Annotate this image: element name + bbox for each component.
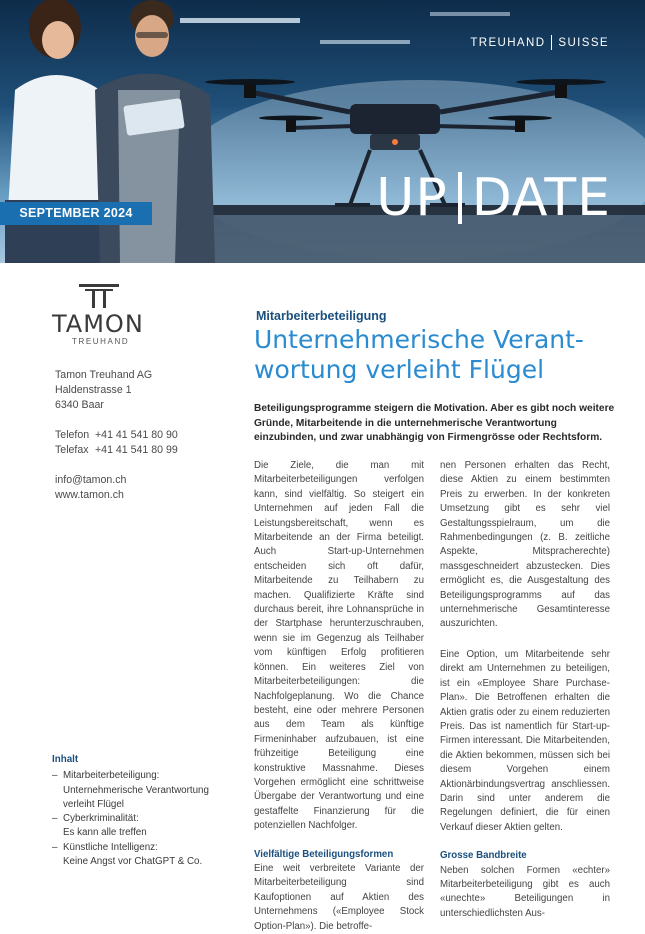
tamon-logo-mark-icon bbox=[79, 284, 119, 308]
table-of-contents bbox=[52, 753, 222, 869]
issue-date: SEPTEMBER 2024 bbox=[0, 202, 152, 225]
contents-item-1-line2: Unternehmerische Verantwortung bbox=[63, 784, 209, 796]
hero-image bbox=[0, 0, 645, 263]
contents-item-2-line2: Es kann alle treffen bbox=[63, 827, 147, 839]
title-divider bbox=[458, 172, 462, 224]
headline-line-1: Unternehmerische Verant- bbox=[254, 325, 584, 354]
brand-right: SUISSE bbox=[558, 36, 609, 49]
fax-label: Telefax bbox=[55, 444, 89, 456]
brand-left: TREUHAND bbox=[470, 36, 546, 49]
article-headline bbox=[254, 325, 614, 385]
contents-item-3-line1: Künstliche Intelligenz: bbox=[63, 841, 158, 853]
brand-separator bbox=[551, 35, 552, 50]
article-lead: Beteiligungsprogramme steigern die Motivation. Aber es gibt noch weitere Gründe, Mitarbeitende in die unternehmerische Verantwortung einzubinden, und zwar unabhängig von Firmengrösse oder Rechtsform. bbox=[254, 403, 615, 444]
contents-item-1[interactable]: – Mitarbeiterbeteiligung: Unternehmerische Verantwortung verleiht Flügel bbox=[52, 769, 222, 812]
fax-number: +41 41 541 80 99 bbox=[95, 444, 178, 456]
address-block bbox=[55, 368, 178, 503]
treuhand-suisse-brand bbox=[470, 35, 609, 50]
headline-line-2: wortung verleiht Flügel bbox=[254, 355, 545, 384]
city: 6340 Baar bbox=[55, 399, 104, 411]
street: Haldenstrasse 1 bbox=[55, 384, 132, 396]
fax-row bbox=[55, 443, 178, 458]
contents-heading: Inhalt bbox=[52, 754, 79, 765]
contents-item-1-line1: Mitarbeiterbeteiligung: bbox=[63, 770, 160, 782]
phone-number[interactable]: +41 41 541 80 90 bbox=[95, 429, 178, 441]
subheading: Vielfältige Beteiligungsformen bbox=[254, 848, 394, 860]
tamon-logo bbox=[52, 284, 148, 346]
subheading: Grosse Bandbreite bbox=[440, 850, 527, 862]
paragraph: Eine Option, um Mitarbeitende sehr direkt am Unternehmen zu beteiligen, ist ein «Employee Share Purchase-Plan». Die Betroffenen erhalten die Aktien gratis oder zu einem reduzierten Preis. Das ist namentlich für Start-up-Firmen interessant. Die Mitarbeitenden, die Aktien bekommen, müssen sich bei diesem Vorgehen einem Aktionärbindungsvertrag anschliessen. Darin sind unter anderem die Regelungen definiert, die für einen Verkauf dieser Aktien gelten. bbox=[440, 648, 610, 833]
paragraph: Neben solchen Formen «echter» Mitarbeiterbeteiligung gibt es auch «unechte» Beteiligungen in unterschiedlichsten Aus- bbox=[440, 864, 610, 919]
contents-item-2[interactable]: – Cyberkriminalität: Es kann alle treffen bbox=[52, 812, 222, 841]
contents-item-1-line3: verleiht Flügel bbox=[63, 798, 124, 810]
company-name: Tamon Treuhand AG bbox=[55, 369, 153, 381]
title-date: DATE bbox=[471, 168, 611, 228]
paragraph: Eine weit verbreitete Variante der Mitarbeiterbeteiligung sind Kaufoptionen auf Aktien des Unternehmens («Employee Stock Option-Plan»). Die betroffe- bbox=[254, 862, 424, 932]
article-column-2 bbox=[440, 459, 610, 921]
article-column-1 bbox=[254, 459, 424, 934]
logo-name: TAMON bbox=[52, 310, 144, 338]
logo-subtitle: TREUHAND bbox=[72, 337, 130, 346]
newsletter-title bbox=[376, 170, 611, 226]
article-kicker: Mitarbeiterbeteiligung bbox=[256, 309, 387, 323]
contents-item-3[interactable]: – Künstliche Intelligenz: Keine Angst vor ChatGPT & Co. bbox=[52, 841, 222, 870]
phone-label: Telefon bbox=[55, 429, 90, 441]
contents-item-2-line1: Cyberkriminalität: bbox=[63, 813, 139, 825]
website-link[interactable]: www.tamon.ch bbox=[55, 489, 124, 501]
title-up: UP bbox=[376, 168, 448, 228]
contents-item-3-line2: Keine Angst vor ChatGPT & Co. bbox=[63, 856, 203, 868]
paragraph: nen Personen erhalten das Recht, diese Aktien zu einem bestimmten Preis zu erwerben. In der konkreten Umsetzung gibt es sehr viel Gestaltungsspielraum, um die Rahmenbedingungen (z. B. zeitliche Aspekte, Mitspracherechte) massgeschneidert abzustecken. Dies ermöglicht es, die Ausgestaltung des Beteiligungsprogramms auf das unternehmerische Gesamtinteresse auszurichten. bbox=[440, 460, 610, 630]
phone-row bbox=[55, 428, 178, 443]
email-link[interactable]: info@tamon.ch bbox=[55, 474, 127, 486]
paragraph: Die Ziele, die man mit Mitarbeiterbeteiligungen verfolgen kann, sind vielfältig. So steigert ein Unternehmen auf jeden Fall die Leistungsbereitschaft, wenn es Mitarbeitende an der Firma beteiligt. Auch Start-up-Unternehmen entscheiden sich oft dafür, Mitarbeitende zu Teilhabern zu machen. Qualifizierte Kräfte sind durchaus bereit, ihre Lohnansprüche in der Startphase herunterzuschrauben, wenn sie im Gegenzug als Teilhaber vom künftigen Erfolg profitieren können. Ein weiteres Ziel von Mitarbeiterbeteiligungen: die Nachfolgeplanung. Wo die Chance besteht, eine oder mehrere Personen aus dem Team als künftige Firmeninhaber aufzubauen, ist eine frühzeitige Beteiligung eine konstruktive Massnahme. Dieses Vorgehen ermöglicht eine schrittweise Übergabe der Verantwortung und eine gestaffelte Finanzierung für die potenziellen Nachfolger. bbox=[254, 460, 424, 832]
